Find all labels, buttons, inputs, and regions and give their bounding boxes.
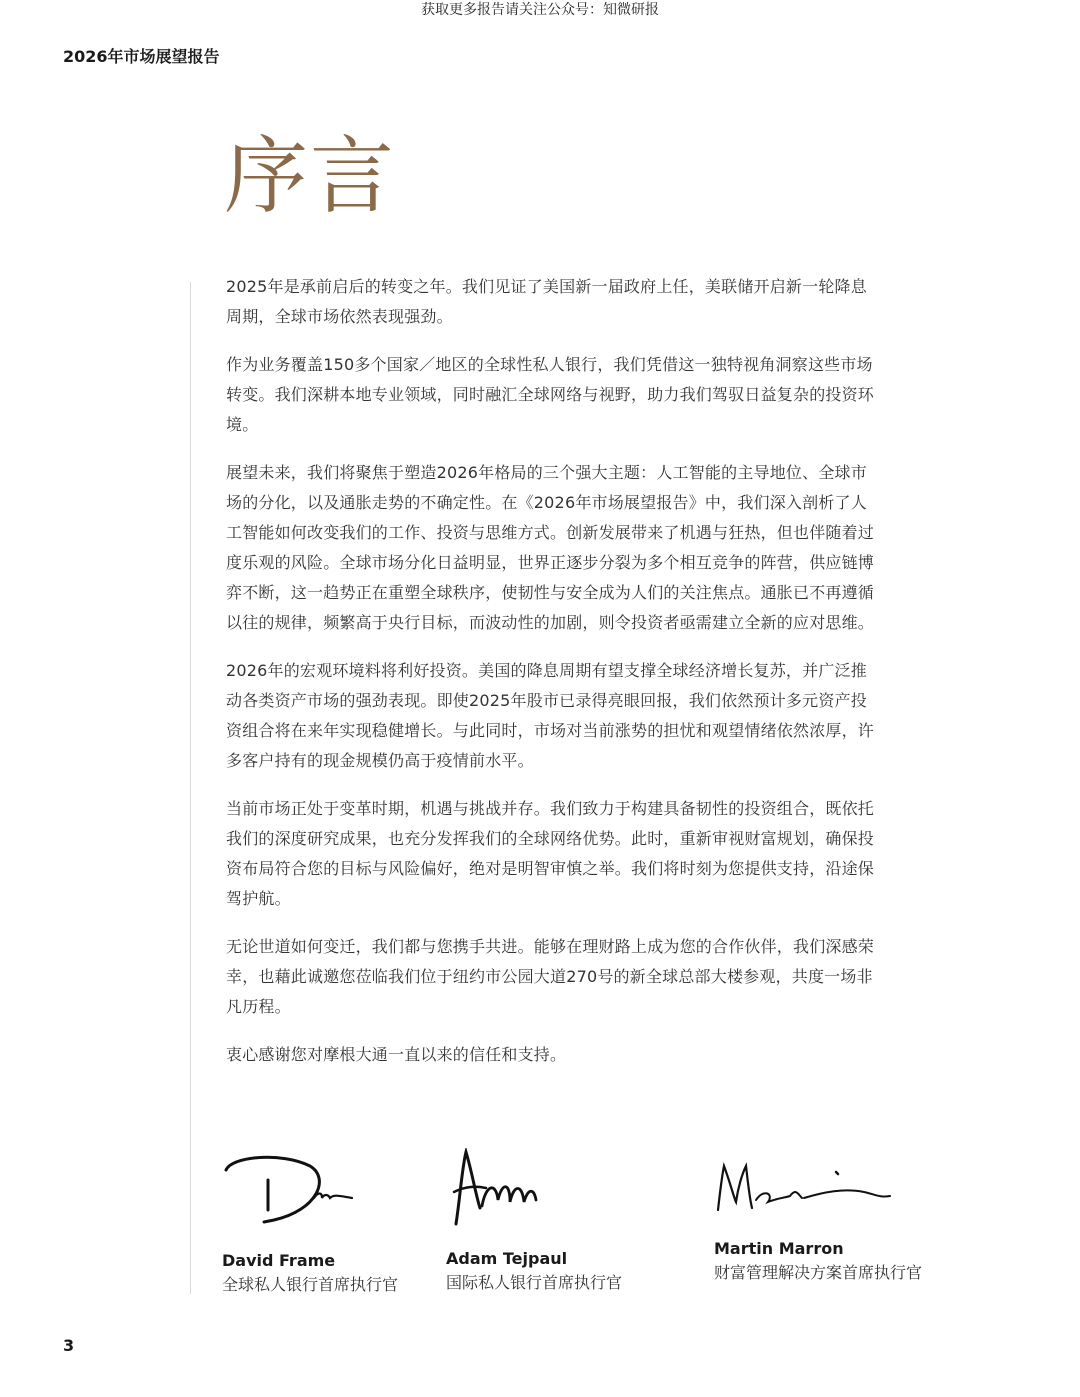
- paragraph: 2025年是承前启后的转变之年。我们见证了美国新一届政府上任，美联储开启新一轮降息周期，全球市场依然表现强劲。: [226, 277, 867, 326]
- paragraph: 作为业务覆盖150多个国家／地区的全球性私人银行，我们凭借这一独特视角洞察这些市场转变。我们深耕本地专业领域，同时融汇全球网络与视野，助力我们驾驭日益复杂的投资环境。: [226, 355, 875, 434]
- vertical-divider: [190, 282, 191, 1294]
- paragraph: 无论世道如何变迁，我们都与您携手共进。能够在理财路上成为您的合作伙伴，我们深感荣幸，也藉此诚邀您莅临我们位于纽约市公园大道270号的新全球总部大楼参观，共度一场非凡历程。: [226, 937, 875, 1016]
- paragraph: 衷心感谢您对摩根大通一直以来的信任和支持。: [226, 1045, 567, 1064]
- signatory-2: [446, 1148, 622, 1296]
- signature-david-frame: [222, 1148, 362, 1230]
- running-head: 2026年市场展望报告: [63, 47, 220, 66]
- signatory-role: 国际私人银行首席执行官: [446, 1273, 623, 1292]
- signatory-name: David Frame: [222, 1251, 336, 1270]
- signatory-3: [714, 1158, 922, 1286]
- signatory-role: 全球私人银行首席执行官: [222, 1275, 399, 1294]
- page-title: 序言: [224, 127, 397, 225]
- paragraph: 展望未来，我们将聚焦于塑造2026年格局的三个强大主题：人工智能的主导地位、全球市场的分化，以及通胀走势的不确定性。在《2026年市场展望报告》中，我们深入剖析了人工智能如何改变我们的工作、投资与思维方式。创新发展带来了机遇与狂热，但也伴随着过度乐观的风险。全球市场分化日益明显，世界正逐步分裂为多个相互竞争的阵营，供应链博弈不断，这一趋势正在重塑全球秩序，使韧性与安全成为人们的关注焦点。通胀已不再遵循以往的规律，频繁高于央行目标，而波动性的加剧，则令投资者亟需建立全新的应对思维。: [226, 463, 875, 632]
- signature-martin-marron: [714, 1158, 894, 1218]
- signature-adam-tejpaul: [446, 1148, 546, 1230]
- paragraph: 当前市场正处于变革时期，机遇与挑战并存。我们致力于构建具备韧性的投资组合，既依托我们的深度研究成果，也充分发挥我们的全球网络优势。此时，重新审视财富规划，确保投资布局符合您的目标与风险偏好，绝对是明智审慎之举。我们将时刻为您提供支持，沿途保驾护航。: [226, 799, 875, 908]
- page-number: 3: [63, 1336, 75, 1355]
- paragraph: 2026年的宏观环境料将利好投资。美国的降息周期有望支撑全球经济增长复苏，并广泛推动各类资产市场的强劲表现。即使2025年股市已录得亮眼回报，我们依然预计多元资产投资组合将在来年实现稳健增长。与此同时，市场对当前涨势的担忧和观望情绪依然浓厚，许多客户持有的现金规模仍高于疫情前水平。: [226, 661, 875, 770]
- top-banner: 获取更多报告请关注公众号：知微研报: [421, 2, 659, 18]
- foreword-body: [226, 272, 880, 1088]
- signatory-role: 财富管理解决方案首席执行官: [714, 1263, 923, 1282]
- signatory-name: Adam Tejpaul: [446, 1249, 568, 1268]
- signatory-1: [222, 1148, 398, 1298]
- signatory-name: Martin Marron: [714, 1239, 844, 1258]
